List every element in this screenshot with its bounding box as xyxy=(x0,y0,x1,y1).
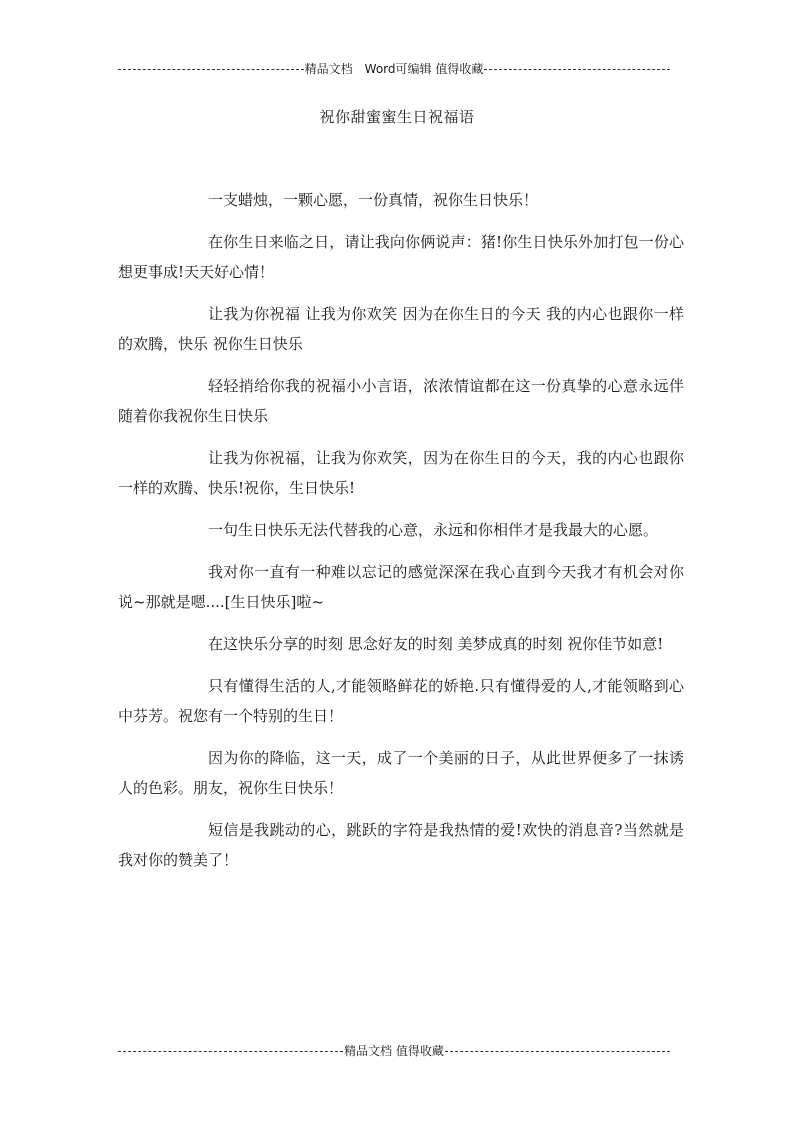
paragraph: 让我为你祝福，让我为你欢笑，因为在你生日的今天，我的内心也跟你一样的欢腾、快乐!祝你，生日快乐! xyxy=(118,449,684,497)
paragraph: 一句生日快乐无法代替我的心意，永远和你相伴才是我最大的心愿。 xyxy=(208,521,659,539)
paragraph: 让我为你祝福 让我为你欢笑 因为在你生日的今天 我的内心也跟你一样的欢腾，快乐 祝你生日快乐 xyxy=(118,305,684,353)
page-header xyxy=(118,60,670,76)
footer-dash-right xyxy=(445,1051,670,1052)
paragraph: 因为你的降临，这一天，成了一个美丽的日子，从此世界便多了一抹诱人的色彩。朋友，祝你生日快乐！ xyxy=(118,749,684,797)
footer-text: 精品文档 值得收藏 xyxy=(344,1043,444,1058)
header-dash-left xyxy=(118,69,304,70)
paragraph: 一支蜡烛，一颗心愿，一份真情，祝你生日快乐！ xyxy=(208,191,539,209)
header-text: 精品文档 Word可编辑 值得收藏 xyxy=(304,61,484,76)
paragraph: 在你生日来临之日，请让我向你俩说声：猪!你生日快乐外加打包一份心想更事成!天天好心情！ xyxy=(118,233,684,281)
footer-dash-left xyxy=(118,1051,343,1052)
paragraph: 我对你一直有一种难以忘记的感觉深深在我心直到今天我才有机会对你说~那就是嗯....[生日快乐]啦~ xyxy=(118,563,684,611)
document-body xyxy=(118,185,684,887)
document-title: 祝你甜蜜蜜生日祝福语 xyxy=(319,108,475,126)
paragraph: 只有懂得生活的人,才能领略鲜花的娇艳.只有懂得爱的人,才能领略到心中芬芳。祝您有一个特别的生日！ xyxy=(118,677,684,725)
header-dash-right xyxy=(484,69,670,70)
paragraph: 在这快乐分享的时刻 思念好友的时刻 美梦成真的时刻 祝你佳节如意! xyxy=(208,635,664,653)
page-footer xyxy=(118,1042,670,1058)
paragraph: 轻轻捎给你我的祝福小小言语，浓浓情谊都在这一份真挚的心意永远伴随着你我祝你生日快乐 xyxy=(118,377,684,425)
paragraph: 短信是我跳动的心，跳跃的字符是我热情的爱!欢快的消息音?当然就是我对你的赞美了！ xyxy=(118,821,684,869)
